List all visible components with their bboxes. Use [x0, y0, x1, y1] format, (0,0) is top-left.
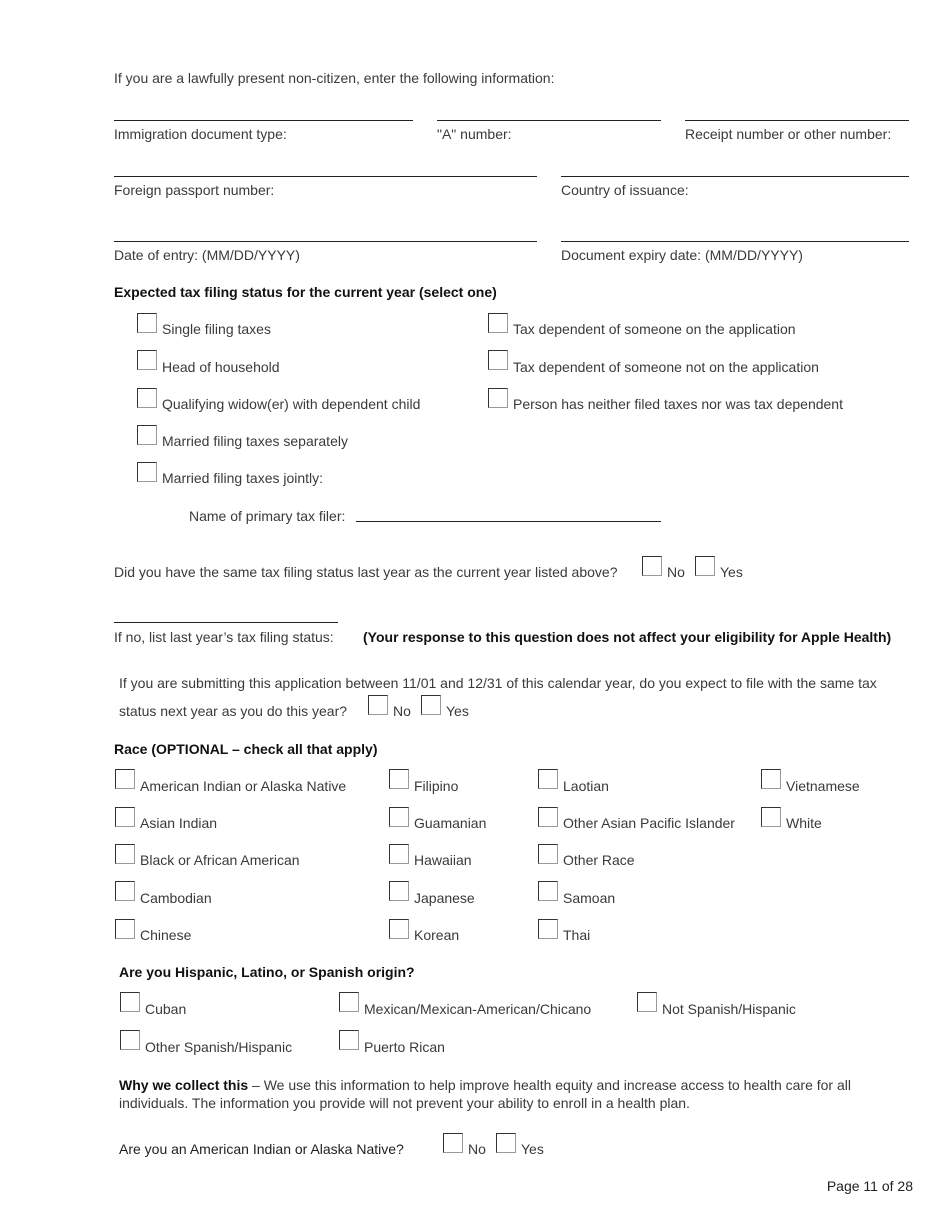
race-laotian-label: Laotian: [563, 778, 609, 794]
single-filing-checkbox[interactable]: [137, 313, 157, 333]
neither-label: Person has neither filed taxes nor was tax dependent: [513, 396, 843, 412]
hispanic-not-checkbox[interactable]: [637, 992, 657, 1012]
foreign-passport-line[interactable]: [114, 176, 537, 177]
race-black-label: Black or African American: [140, 852, 300, 868]
race-japanese-label: Japanese: [414, 890, 475, 906]
race-other-race-label: Other Race: [563, 852, 635, 868]
why-collect-text: – We use this information to help improve health equity and increase access to health care for all individuals. The information you provide will not prevent your ability to enroll in a health plan.: [119, 1077, 851, 1111]
race-other-asian-label: Other Asian Pacific Islander: [563, 815, 735, 831]
next-year-yes-label: Yes: [446, 703, 469, 719]
date-entry-line[interactable]: [114, 241, 537, 242]
race-thai-label: Thai: [563, 927, 591, 943]
race-hawaiian-checkbox[interactable]: [389, 844, 409, 864]
race-samoan-label: Samoan: [563, 890, 616, 906]
race-korean-checkbox[interactable]: [389, 919, 409, 939]
immigration-doc-type-label: Immigration document type:: [114, 126, 287, 142]
dependent-not-on-app-checkbox[interactable]: [488, 350, 508, 370]
next-year-no-label: No: [393, 703, 411, 719]
a-number-label: "A" number:: [437, 126, 512, 142]
hispanic-puerto-rican-label: Puerto Rican: [364, 1039, 445, 1055]
hispanic-cuban-checkbox[interactable]: [120, 992, 140, 1012]
aian-no-checkbox[interactable]: [443, 1133, 463, 1153]
receipt-number-line[interactable]: [685, 120, 909, 121]
head-of-household-checkbox[interactable]: [137, 350, 157, 370]
hispanic-cuban-label: Cuban: [145, 1001, 187, 1017]
country-issuance-line[interactable]: [561, 176, 909, 177]
country-issuance-label: Country of issuance:: [561, 182, 689, 198]
aian-no-label: No: [468, 1141, 486, 1157]
doc-expiry-label: Document expiry date: (MM/DD/YYYY): [561, 247, 803, 263]
same-status-yes-checkbox[interactable]: [695, 556, 715, 576]
dependent-on-app-checkbox[interactable]: [488, 313, 508, 333]
race-hawaiian-label: Hawaiian: [414, 852, 472, 868]
neither-checkbox[interactable]: [488, 388, 508, 408]
married-separately-checkbox[interactable]: [137, 425, 157, 445]
receipt-number-label: Receipt number or other number:: [685, 126, 892, 142]
tax-heading: Expected tax filing status for the current year (select one): [114, 284, 497, 300]
race-korean-label: Korean: [414, 927, 460, 943]
race-american-indian-label: American Indian or Alaska Native: [140, 778, 347, 794]
race-vietnamese-label: Vietnamese: [786, 778, 860, 794]
primary-filer-label: Name of primary tax filer:: [189, 508, 346, 524]
head-of-household-label: Head of household: [162, 359, 280, 375]
same-status-no-checkbox[interactable]: [642, 556, 662, 576]
race-guamanian-label: Guamanian: [414, 815, 487, 831]
race-asian-indian-checkbox[interactable]: [115, 807, 135, 827]
married-jointly-label: Married filing taxes jointly:: [162, 470, 324, 486]
hispanic-puerto-rican-checkbox[interactable]: [339, 1030, 359, 1050]
hispanic-other-label: Other Spanish/Hispanic: [145, 1039, 293, 1055]
qualifying-widow-checkbox[interactable]: [137, 388, 157, 408]
race-chinese-label: Chinese: [140, 927, 192, 943]
dependent-not-on-app-label: Tax dependent of someone not on the application: [513, 359, 819, 375]
foreign-passport-label: Foreign passport number:: [114, 182, 275, 198]
same-status-no-label: No: [667, 564, 685, 580]
race-laotian-checkbox[interactable]: [538, 769, 558, 789]
next-year-no-checkbox[interactable]: [368, 695, 388, 715]
race-japanese-checkbox[interactable]: [389, 881, 409, 901]
next-year-question-line1: If you are submitting this application between 11/01 and 12/31 of this calendar year, do you expect to file with the same tax: [119, 675, 877, 691]
why-collect-title: Why we collect this: [119, 1077, 249, 1093]
race-other-race-checkbox[interactable]: [538, 844, 558, 864]
next-year-question-line2: status next year as you do this year?: [119, 703, 348, 719]
race-cambodian-label: Cambodian: [140, 890, 212, 906]
why-collect-paragraph: [119, 1076, 879, 1112]
race-samoan-checkbox[interactable]: [538, 881, 558, 901]
same-status-yes-label: Yes: [720, 564, 743, 580]
same-status-question: Did you have the same tax filing status last year as the current year listed above?: [114, 564, 618, 580]
hispanic-not-label: Not Spanish/Hispanic: [662, 1001, 796, 1017]
race-american-indian-checkbox[interactable]: [115, 769, 135, 789]
next-year-yes-checkbox[interactable]: [421, 695, 441, 715]
hispanic-mexican-label: Mexican/Mexican-American/Chicano: [364, 1001, 592, 1017]
race-white-checkbox[interactable]: [761, 807, 781, 827]
if-no-label: If no, list last year’s tax filing status:: [114, 629, 334, 645]
race-heading: Race (OPTIONAL – check all that apply): [114, 741, 378, 757]
race-asian-indian-label: Asian Indian: [140, 815, 218, 831]
qualifying-widow-label: Qualifying widow(er) with dependent child: [162, 396, 421, 412]
hispanic-mexican-checkbox[interactable]: [339, 992, 359, 1012]
intro-text: If you are a lawfully present non-citizen, enter the following information:: [114, 70, 555, 86]
married-separately-label: Married filing taxes separately: [162, 433, 348, 449]
race-guamanian-checkbox[interactable]: [389, 807, 409, 827]
married-jointly-checkbox[interactable]: [137, 462, 157, 482]
race-white-label: White: [786, 815, 822, 831]
page-number: Page 11 of 28: [826, 1178, 913, 1194]
immigration-doc-type-line[interactable]: [114, 120, 413, 121]
primary-filer-line[interactable]: [356, 521, 661, 522]
race-thai-checkbox[interactable]: [538, 919, 558, 939]
eligibility-note: (Your response to this question does not affect your eligibility for Apple Health): [363, 629, 892, 645]
race-cambodian-checkbox[interactable]: [115, 881, 135, 901]
hispanic-other-checkbox[interactable]: [120, 1030, 140, 1050]
doc-expiry-line[interactable]: [561, 241, 909, 242]
race-filipino-checkbox[interactable]: [389, 769, 409, 789]
aian-yes-label: Yes: [521, 1141, 544, 1157]
race-other-asian-checkbox[interactable]: [538, 807, 558, 827]
a-number-line[interactable]: [437, 120, 661, 121]
race-vietnamese-checkbox[interactable]: [761, 769, 781, 789]
single-filing-label: Single filing taxes: [162, 321, 271, 337]
race-filipino-label: Filipino: [414, 778, 459, 794]
race-black-checkbox[interactable]: [115, 844, 135, 864]
date-entry-label: Date of entry: (MM/DD/YYYY): [114, 247, 300, 263]
dependent-on-app-label: Tax dependent of someone on the application: [513, 321, 796, 337]
race-chinese-checkbox[interactable]: [115, 919, 135, 939]
hispanic-heading: Are you Hispanic, Latino, or Spanish origin?: [119, 964, 415, 980]
aian-question: Are you an American Indian or Alaska Native?: [119, 1141, 404, 1157]
last-year-status-line[interactable]: [114, 622, 338, 623]
aian-yes-checkbox[interactable]: [496, 1133, 516, 1153]
